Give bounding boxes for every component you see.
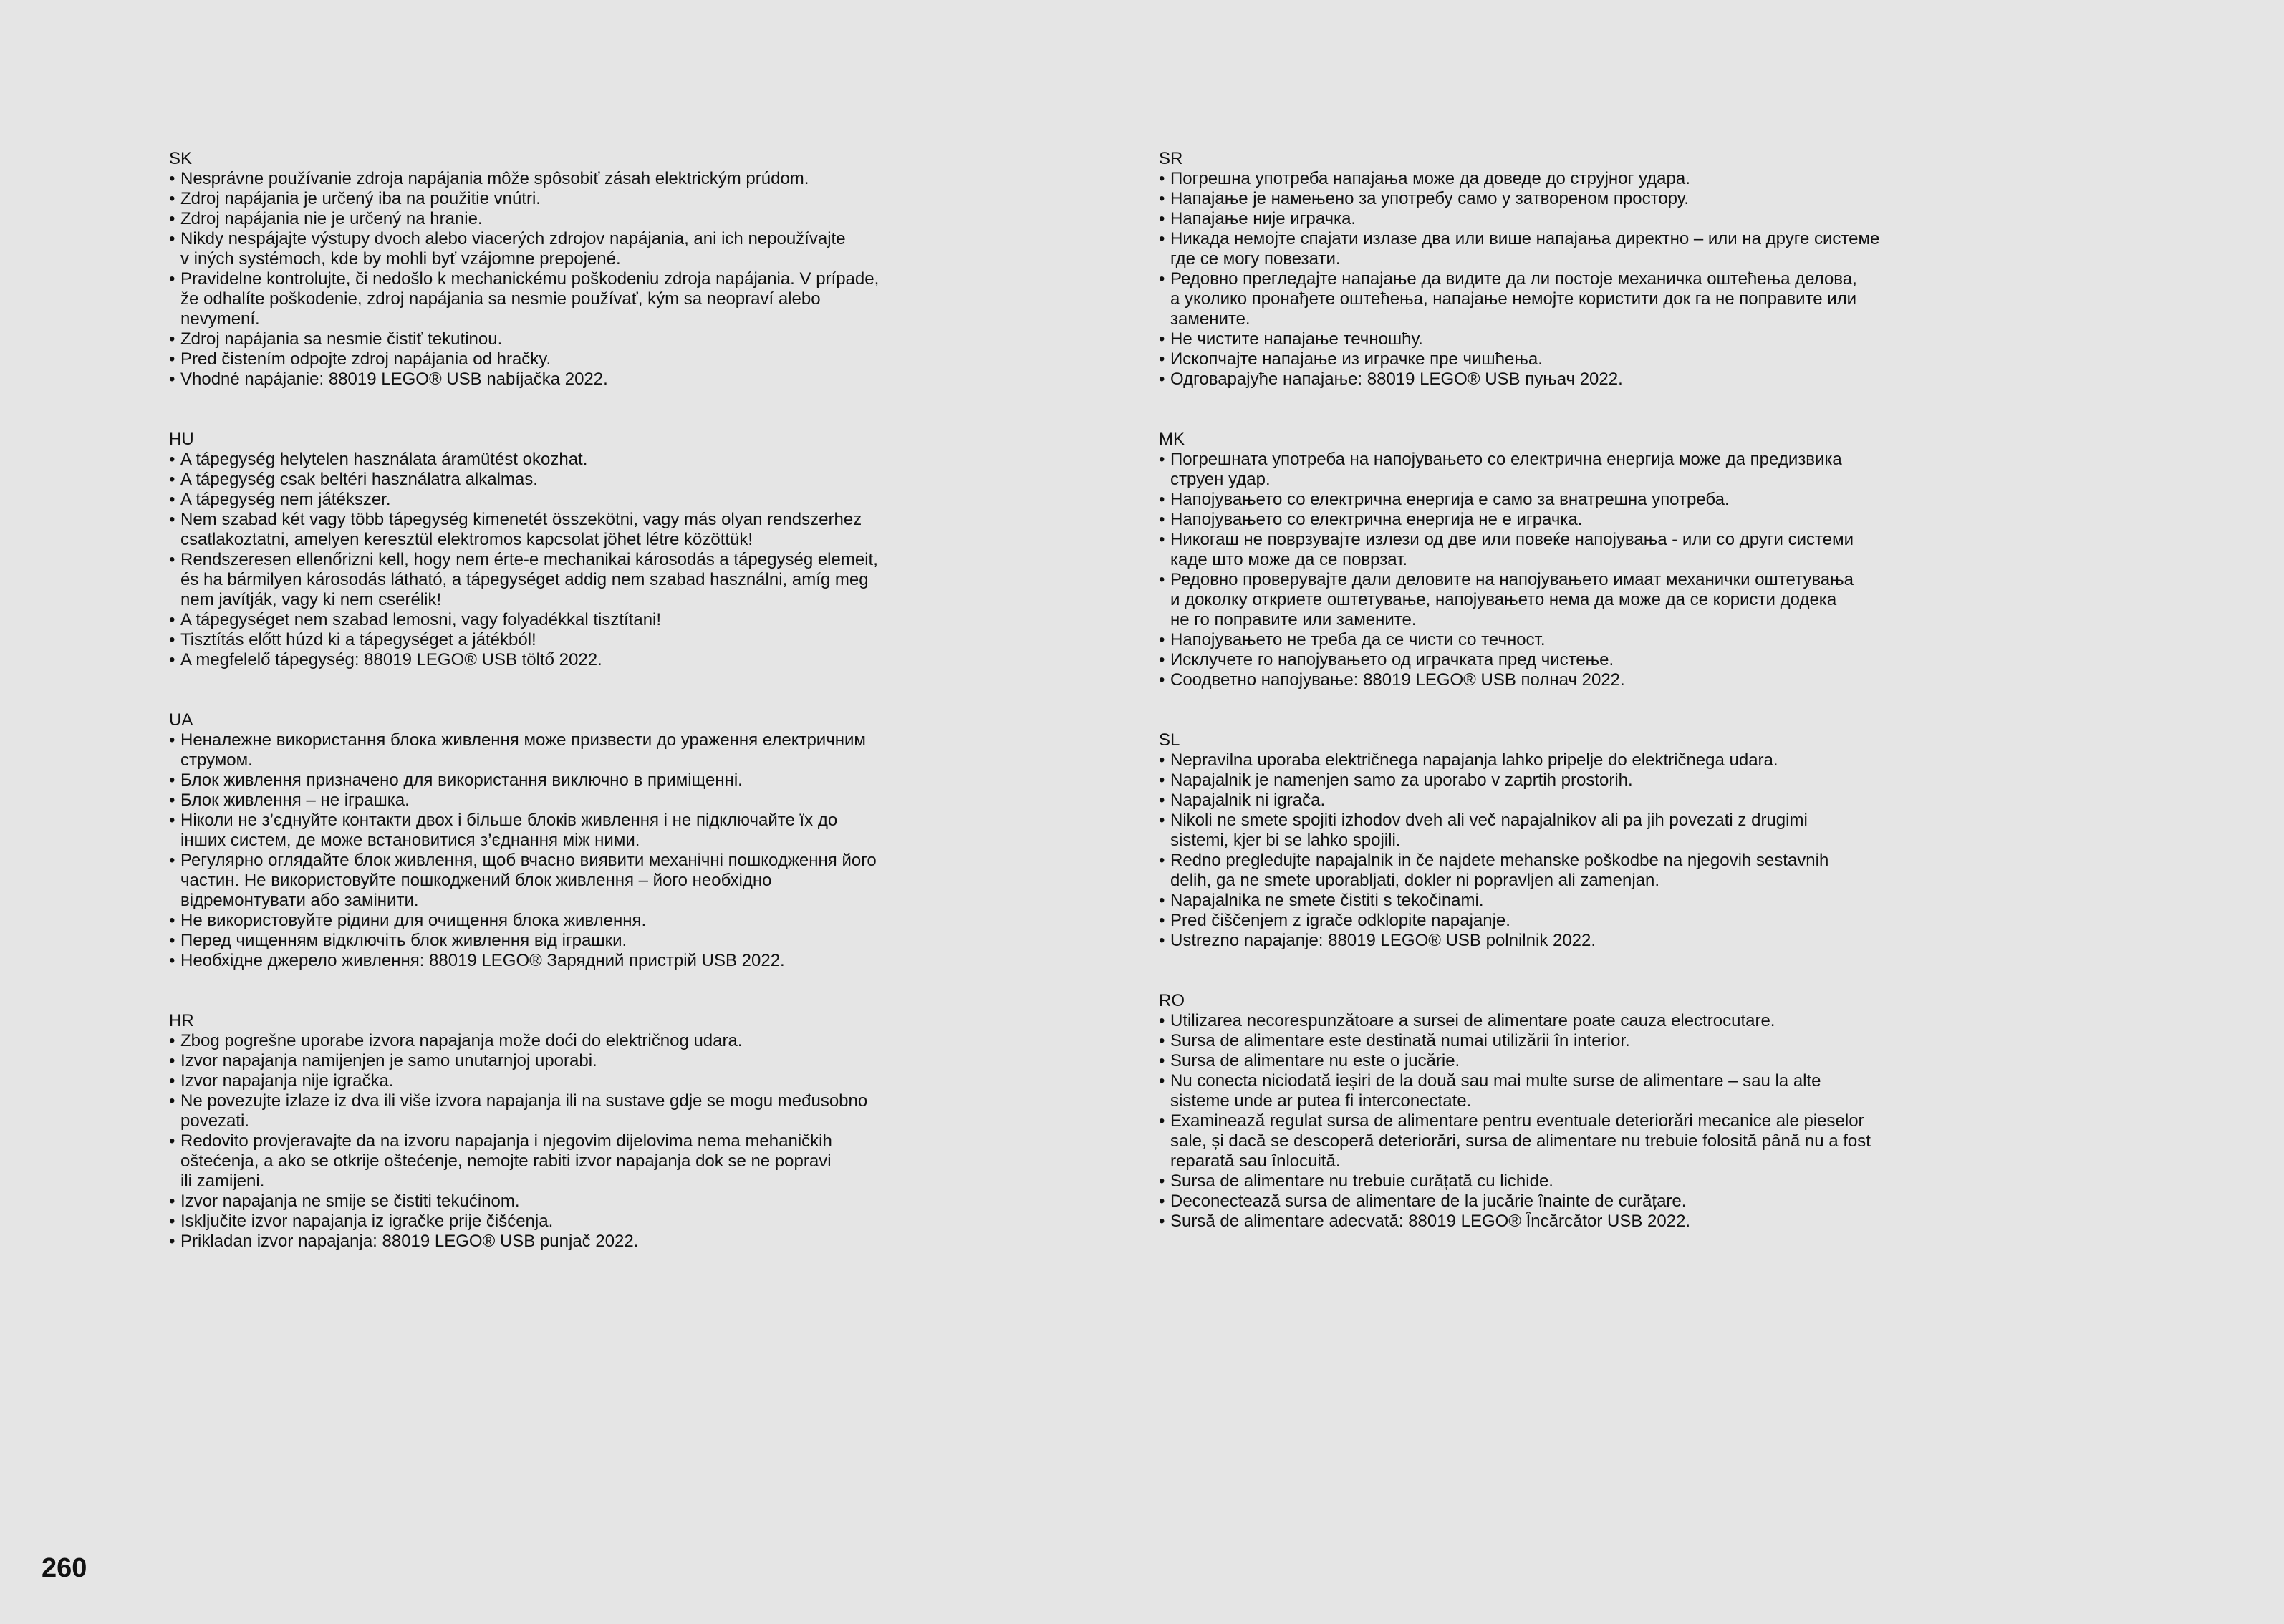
item-text: Перед чищенням відключіть блок живлення від іграшки. [180, 931, 627, 950]
item-text: Никада немојте спајати излазе два или више напајања директно – или на друге системе где се могу повезати. [1170, 229, 1880, 269]
list-item [169, 169, 971, 189]
item-list-hr [169, 1031, 971, 1252]
item-text: Редовно прегледајте напајање да видите да ли постоје механичка оштећења делова, а уколико пронађете оштећења, напајање немојте користити док га не поправите или замените. [1170, 269, 1857, 329]
bullet-icon: • [1159, 791, 1165, 810]
list-item [169, 1232, 971, 1252]
bullet-icon: • [169, 791, 175, 810]
section-sl [1159, 730, 1961, 951]
bullet-icon: • [1159, 530, 1165, 549]
left-column [169, 149, 971, 1292]
lang-code-sk: SK [169, 149, 193, 168]
bullet-icon: • [1159, 189, 1165, 208]
item-text: Zbog pogrešne uporabe izvora napajanja može doći do električnog udara. [180, 1031, 743, 1050]
bullet-icon: • [169, 209, 175, 228]
bullet-icon: • [169, 851, 175, 870]
item-text: Блок живлення – не іграшка. [180, 791, 410, 810]
list-item [1159, 650, 1961, 670]
bullet-icon: • [1159, 329, 1165, 349]
item-text: A tápegységet nem szabad lemosni, vagy folyadékkal tisztítani! [180, 610, 662, 629]
list-item [169, 1131, 971, 1192]
item-text: Isključite izvor napajanja iz igračke prije čišćenja. [180, 1212, 554, 1231]
bullet-icon: • [169, 1031, 175, 1050]
list-item [1159, 891, 1961, 911]
item-text: Nikoli ne smete spojiti izhodov dveh ali več napajalnikov ali pa jih povezati z drugimi sistemi, kjer bi se lahko spojili. [1170, 811, 1808, 850]
list-item [1159, 530, 1961, 570]
bullet-icon: • [1159, 670, 1165, 690]
list-item [1159, 189, 1961, 209]
bullet-icon: • [169, 811, 175, 830]
list-item [169, 510, 971, 550]
list-item [169, 1192, 971, 1212]
list-item [1159, 670, 1961, 690]
bullet-icon: • [1159, 911, 1165, 930]
item-text: Никогаш не поврзувајте излези од две или повеќе напојувања - или со други системи каде што може да се поврзат. [1170, 530, 1854, 569]
list-item [169, 229, 971, 269]
item-text: Izvor napajanja ne smije se čistiti tekućinom. [180, 1192, 520, 1211]
list-item [169, 550, 971, 610]
list-item [1159, 811, 1961, 851]
list-item [1159, 1031, 1961, 1051]
bullet-icon: • [1159, 450, 1165, 469]
item-text: Nu conecta niciodată ieșiri de la două sau mai multe surse de alimentare – sau la alte sisteme unde ar putea fi interconectate. [1170, 1071, 1821, 1111]
item-text: Redovito provjeravajte da na izvoru napajanja i njegovim dijelovima nema mehaničkih oštećenja, a ako se otkrije oštećenje, nemojte rabiti izvor napajanja dok se ne popravi ili zamijeni. [180, 1131, 832, 1191]
bullet-icon: • [1159, 1212, 1165, 1231]
bullet-icon: • [169, 450, 175, 469]
bullet-icon: • [1159, 510, 1165, 529]
item-text: Nesprávne používanie zdroja napájania môže spôsobiť zásah elektrickým prúdom. [180, 169, 809, 188]
list-item [169, 730, 971, 770]
list-item [1159, 911, 1961, 931]
item-text: Zdroj napájania nie je určený na hranie. [180, 209, 483, 228]
list-item [169, 269, 971, 329]
item-text: Исклучете го напојувањето од играчката пред чистење. [1170, 650, 1614, 670]
bullet-icon: • [1159, 269, 1165, 289]
item-text: Tisztítás előtt húzd ki a tápegységet a játékból! [180, 630, 536, 649]
lang-code-hr: HR [169, 1011, 194, 1030]
item-text: Напојувањето со електрична енергија е само за внатрешна употреба. [1170, 490, 1730, 509]
list-item [169, 851, 971, 911]
section-sr [1159, 149, 1961, 390]
list-item [169, 369, 971, 390]
list-item [1159, 931, 1961, 951]
item-text: Ніколи не з’єднуйте контакти двох і більше блоків живлення і не підключайте їх до інших систем, де може встановитися з’єднання між ними. [180, 811, 838, 850]
bullet-icon: • [169, 369, 175, 389]
list-item [169, 1071, 971, 1091]
page-number: 260 [42, 1553, 87, 1583]
item-text: Редовно проверувајте дали деловите на напојувањето имаат механички оштетувања и доколку откриете оштетување, напојувањето нема да може да се користи додека не го поправите или замените. [1170, 570, 1854, 629]
bullet-icon: • [1159, 750, 1165, 770]
list-item [1159, 750, 1961, 770]
item-list-hu [169, 450, 971, 670]
lang-code-mk: MK [1159, 430, 1185, 449]
bullet-icon: • [169, 730, 175, 750]
bullet-icon: • [1159, 1192, 1165, 1211]
bullet-icon: • [1159, 851, 1165, 870]
item-list-sk [169, 169, 971, 390]
bullet-icon: • [1159, 169, 1165, 188]
list-item [1159, 169, 1961, 189]
bullet-icon: • [169, 1131, 175, 1151]
list-item [169, 610, 971, 630]
bullet-icon: • [1159, 1171, 1165, 1191]
item-text: Napajalnik je namenjen samo za uporabo v zaprtih prostorih. [1170, 770, 1633, 790]
list-item [169, 1051, 971, 1071]
list-item [1159, 490, 1961, 510]
item-list-sl [1159, 750, 1961, 951]
bullet-icon: • [1159, 1071, 1165, 1091]
list-item [169, 630, 971, 650]
item-text: Соодветно напојување: 88019 LEGO® USB полнач 2022. [1170, 670, 1625, 690]
bullet-icon: • [169, 229, 175, 248]
list-item [1159, 229, 1961, 269]
bullet-icon: • [1159, 650, 1165, 670]
list-item [1159, 851, 1961, 891]
item-text: Не чистите напајање течношћу. [1170, 329, 1423, 349]
bullet-icon: • [169, 269, 175, 289]
list-item [169, 1091, 971, 1131]
lang-code-sr: SR [1159, 149, 1183, 168]
bullet-icon: • [1159, 570, 1165, 589]
item-text: Ustrezno napajanje: 88019 LEGO® USB polnilnik 2022. [1170, 931, 1596, 950]
list-item [169, 911, 971, 931]
item-text: Prikladan izvor napajanja: 88019 LEGO® USB punjač 2022. [180, 1232, 639, 1251]
list-item [1159, 1051, 1961, 1071]
item-text: Napajalnika ne smete čistiti s tekočinami. [1170, 891, 1484, 910]
list-item [169, 189, 971, 209]
bullet-icon: • [169, 770, 175, 790]
item-text: Pravidelne kontrolujte, či nedošlo k mechanickému poškodeniu zdroja napájania. V prípade, že odhalíte poškodenie, zdroj napájania sa nesmie používať, kým sa neopraví alebo nevymení. [180, 269, 880, 329]
item-text: Sursa de alimentare este destinată numai utilizării în interior. [1170, 1031, 1630, 1050]
item-text: A tápegység csak beltéri használatra alkalmas. [180, 470, 538, 489]
list-item [1159, 349, 1961, 369]
item-text: Одговарајуће напајање: 88019 LEGO® USB пуњач 2022. [1170, 369, 1623, 389]
bullet-icon: • [1159, 770, 1165, 790]
item-list-ua [169, 730, 971, 971]
item-text: A tápegység helytelen használata áramütést okozhat. [180, 450, 588, 469]
lang-code-hu: HU [169, 430, 194, 449]
list-item [1159, 1011, 1961, 1031]
bullet-icon: • [169, 329, 175, 349]
list-item [1159, 1212, 1961, 1232]
bullet-icon: • [169, 189, 175, 208]
list-item [169, 1212, 971, 1232]
item-text: Pred čiščenjem z igrače odklopite napajanje. [1170, 911, 1510, 930]
bullet-icon: • [169, 1071, 175, 1091]
bullet-icon: • [1159, 1051, 1165, 1070]
item-text: Redno pregledujte napajalnik in če najdete mehanske poškodbe na njegovih sestavnih delih, ga ne smete uporabljati, dokler ni popravljen ali zamenjan. [1170, 851, 1829, 890]
lang-code-sl: SL [1159, 730, 1180, 750]
bullet-icon: • [1159, 209, 1165, 228]
list-item [169, 650, 971, 670]
bullet-icon: • [169, 630, 175, 649]
item-text: Nem szabad két vagy több tápegység kimenetét összekötni, vagy más olyan rendszerhez csatlakoztatni, amelyen keresztül elektromos kapcsolat jöhet létre közöttük! [180, 510, 862, 549]
bullet-icon: • [1159, 891, 1165, 910]
bullet-icon: • [169, 1051, 175, 1070]
list-item [1159, 770, 1961, 791]
bullet-icon: • [169, 490, 175, 509]
bullet-icon: • [1159, 811, 1165, 830]
section-ua [169, 710, 971, 971]
bullet-icon: • [169, 911, 175, 930]
bullet-icon: • [169, 951, 175, 970]
bullet-icon: • [1159, 369, 1165, 389]
item-text: Не використовуйте рідини для очищення блока живлення. [180, 911, 647, 930]
section-hr [169, 1011, 971, 1252]
list-item [1159, 1171, 1961, 1192]
bullet-icon: • [169, 550, 175, 569]
list-item [1159, 791, 1961, 811]
item-text: Регулярно оглядайте блок живлення, щоб вчасно виявити механічні пошкодження його частин. Не використовуйте пошкоджений блок живлення – його необхідно відремонтувати або замінити. [180, 851, 877, 910]
item-text: Ископчајте напајање из играчке пре чишћења. [1170, 349, 1543, 369]
item-text: Sursa de alimentare nu este o jucărie. [1170, 1051, 1460, 1070]
section-hu [169, 430, 971, 670]
section-sk [169, 149, 971, 390]
list-item [1159, 209, 1961, 229]
bullet-icon: • [169, 650, 175, 670]
list-item [1159, 1192, 1961, 1212]
item-text: Deconectează sursa de alimentare de la jucărie înainte de curățare. [1170, 1192, 1687, 1211]
list-item [1159, 369, 1961, 390]
bullet-icon: • [169, 470, 175, 489]
item-list-sr [1159, 169, 1961, 390]
list-item [169, 450, 971, 470]
list-item [1159, 450, 1961, 490]
list-item [1159, 570, 1961, 630]
item-text: Неналежне використання блока живлення може призвести до ураження електричним струмом. [180, 730, 866, 770]
item-text: Блок живлення призначено для використання виключно в приміщенні. [180, 770, 743, 790]
item-text: Напајање је намењено за употребу само у затвореном простору. [1170, 189, 1690, 208]
list-item [1159, 1111, 1961, 1171]
section-ro [1159, 991, 1961, 1232]
bullet-icon: • [1159, 490, 1165, 509]
item-text: Examinează regulat sursa de alimentare pentru eventuale deteriorări mecanice ale pieselor sale, și dacă se descoperă deteriorări, sursa de alimentare nu trebuie folosită până nu a fost reparată sau înlocuită. [1170, 1111, 1871, 1171]
right-column [1159, 149, 1961, 1272]
list-item [169, 770, 971, 791]
item-text: Nikdy nespájajte výstupy dvoch alebo viacerých zdrojov napájania, ani ich nepoužívajte v iných systémoch, kde by mohli byť vzájomne prepojené. [180, 229, 846, 269]
bullet-icon: • [1159, 630, 1165, 649]
list-item [169, 349, 971, 369]
list-item [169, 931, 971, 951]
list-item [1159, 329, 1961, 349]
section-mk [1159, 430, 1961, 690]
item-text: Pred čistením odpojte zdroj napájania od hračky. [180, 349, 551, 369]
item-text: Nepravilna uporaba električnega napajanja lahko pripelje do električnega udara. [1170, 750, 1778, 770]
list-item [169, 490, 971, 510]
list-item [169, 1031, 971, 1051]
bullet-icon: • [169, 1212, 175, 1231]
list-item [1159, 510, 1961, 530]
item-text: Zdroj napájania sa nesmie čistiť tekutinou. [180, 329, 503, 349]
list-item [169, 951, 971, 971]
item-text: Sursă de alimentare adecvată: 88019 LEGO® Încărcător USB 2022. [1170, 1212, 1691, 1231]
bullet-icon: • [1159, 931, 1165, 950]
list-item [169, 470, 971, 490]
bullet-icon: • [169, 610, 175, 629]
item-text: Napajalnik ni igrača. [1170, 791, 1326, 810]
list-item [1159, 269, 1961, 329]
bullet-icon: • [1159, 1011, 1165, 1030]
item-text: Необхідне джерело живлення: 88019 LEGO® Зарядний пристрій USB 2022. [180, 951, 785, 970]
list-item [169, 811, 971, 851]
item-text: Ne povezujte izlaze iz dva ili više izvora napajanja ili na sustave gdje se mogu međusobno povezati. [180, 1091, 868, 1131]
item-text: A megfelelő tápegység: 88019 LEGO® USB töltő 2022. [180, 650, 602, 670]
list-item [169, 209, 971, 229]
item-text: A tápegység nem játékszer. [180, 490, 391, 509]
item-text: Izvor napajanja nije igračka. [180, 1071, 394, 1091]
item-text: Izvor napajanja namijenjen je samo unutarnjoj uporabi. [180, 1051, 597, 1070]
bullet-icon: • [169, 169, 175, 188]
item-text: Utilizarea necorespunzătoare a sursei de alimentare poate cauza electrocutare. [1170, 1011, 1775, 1030]
item-text: Напојувањето со електрична енергија не е играчка. [1170, 510, 1583, 529]
bullet-icon: • [169, 1192, 175, 1211]
bullet-icon: • [1159, 229, 1165, 248]
bullet-icon: • [169, 349, 175, 369]
item-list-mk [1159, 450, 1961, 690]
bullet-icon: • [169, 1091, 175, 1111]
item-text: Vhodné napájanie: 88019 LEGO® USB nabíjačka 2022. [180, 369, 608, 389]
bullet-icon: • [1159, 1031, 1165, 1050]
item-list-ro [1159, 1011, 1961, 1232]
list-item [1159, 1071, 1961, 1111]
list-item [169, 329, 971, 349]
list-item [1159, 630, 1961, 650]
item-text: Zdroj napájania je určený iba na použitie vnútri. [180, 189, 541, 208]
item-text: Напојувањето не треба да се чисти со течност. [1170, 630, 1546, 649]
item-text: Погрешна употреба напајања може да доведе до струјног удара. [1170, 169, 1690, 188]
lang-code-ua: UA [169, 710, 193, 730]
item-text: Погрешната употреба на напојувањето со електрична енергија може да предизвика струен удар. [1170, 450, 1842, 489]
item-text: Sursa de alimentare nu trebuie curățată cu lichide. [1170, 1171, 1553, 1191]
item-text: Напајање није играчка. [1170, 209, 1357, 228]
bullet-icon: • [169, 931, 175, 950]
list-item [169, 791, 971, 811]
bullet-icon: • [1159, 349, 1165, 369]
bullet-icon: • [169, 1232, 175, 1251]
bullet-icon: • [1159, 1111, 1165, 1131]
bullet-icon: • [169, 510, 175, 529]
item-text: Rendszeresen ellenőrizni kell, hogy nem érte-e mechanikai károsodás a tápegység elemeit, és ha bármilyen károsodás látható, a tápegységet addig nem szabad használni, amíg meg nem javítják, vagy ki nem cserélik! [180, 550, 878, 609]
lang-code-ro: RO [1159, 991, 1185, 1010]
